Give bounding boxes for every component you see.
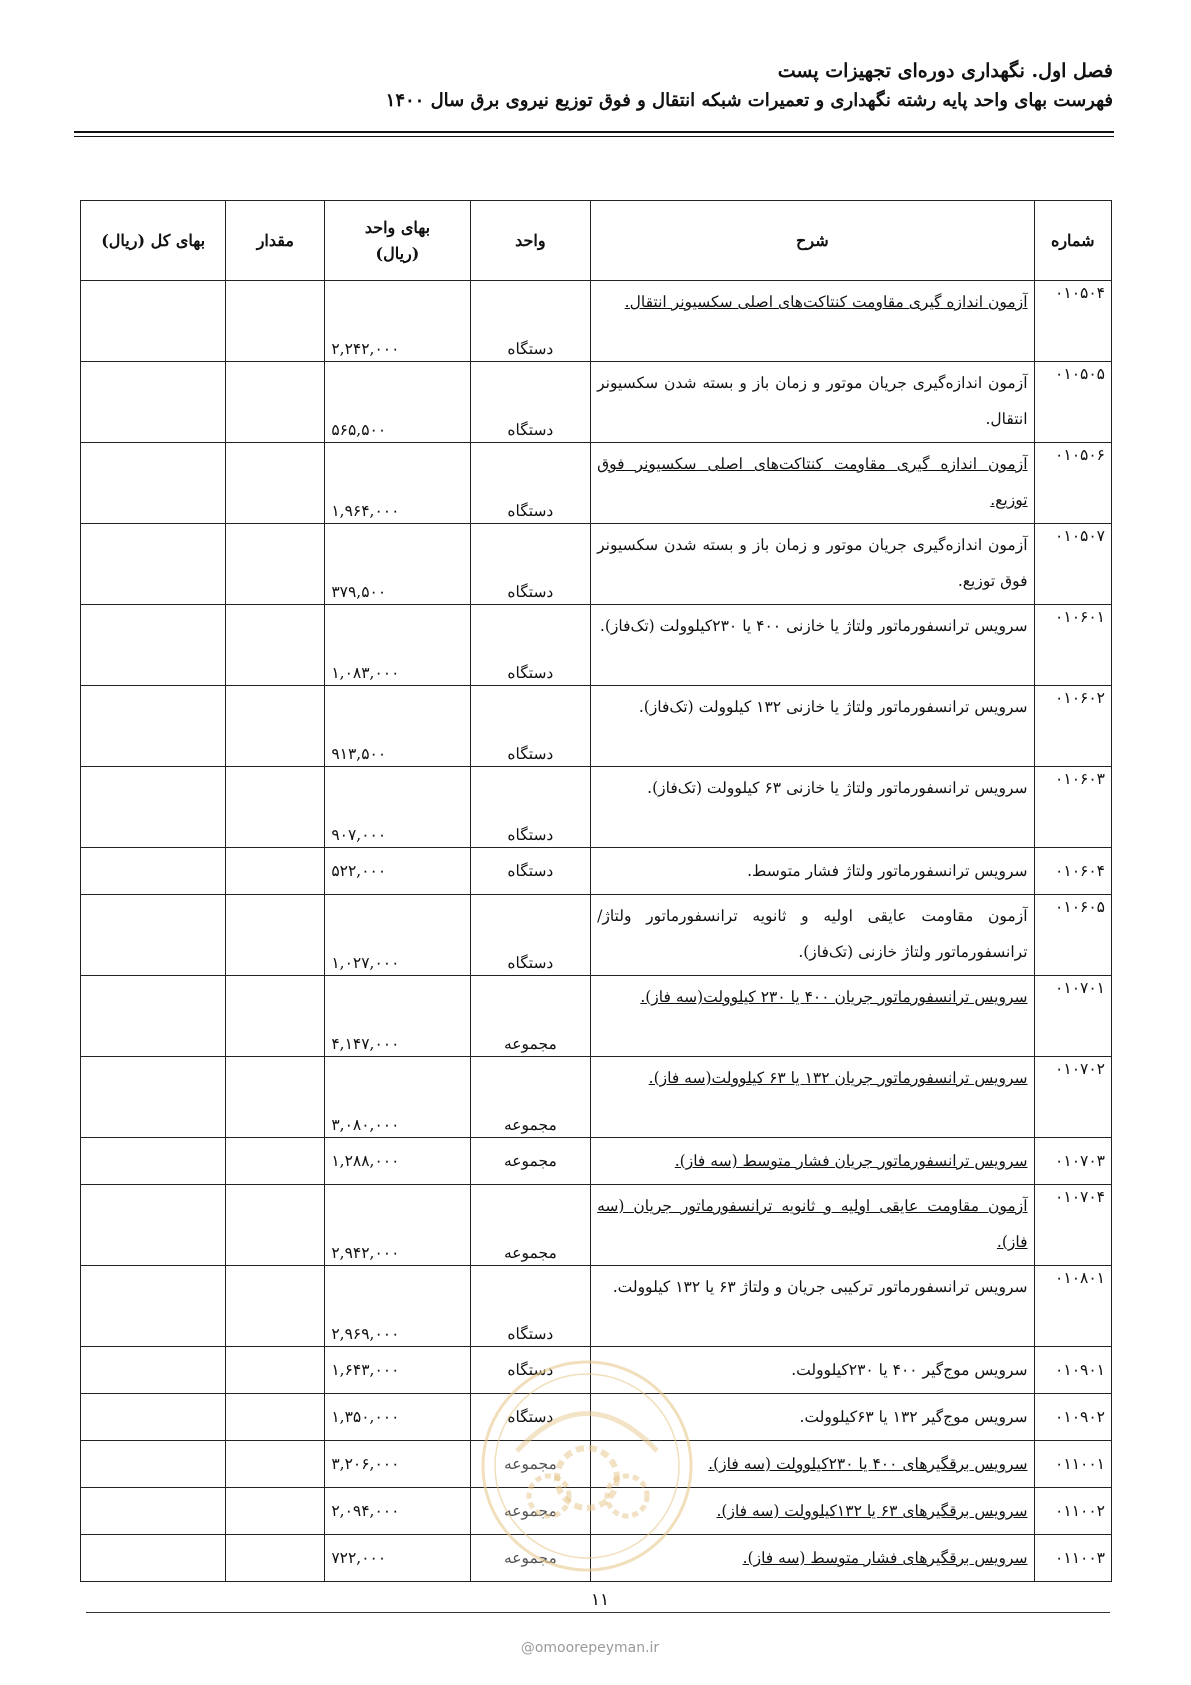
item-total[interactable] (81, 895, 226, 976)
item-code: ۰۱۰۹۰۲ (1034, 1394, 1111, 1441)
item-quantity[interactable] (226, 1185, 325, 1266)
item-description: سرویس موج‌گیر ۴۰۰ یا ۲۳۰کیلوولت. (591, 1347, 1034, 1394)
item-quantity[interactable] (226, 1057, 325, 1138)
item-unit-price: ۳,۲۰۶,۰۰۰ (325, 1441, 470, 1488)
item-code: ۰۱۰۵۰۶ (1034, 443, 1111, 524)
header-code: شماره (1034, 201, 1111, 281)
item-code: ۰۱۰۶۰۵ (1034, 895, 1111, 976)
table-row (81, 686, 1112, 767)
item-code: ۰۱۰۶۰۱ (1034, 605, 1111, 686)
item-description: آزمون اندازه‌گیری جریان موتور و زمان باز و بسته شدن سکسیونر فوق توزیع. (591, 524, 1034, 605)
watermark-text: @omoorepeyman.ir (520, 1640, 660, 1656)
item-total[interactable] (81, 976, 226, 1057)
item-quantity[interactable] (226, 524, 325, 605)
item-total[interactable] (81, 1488, 226, 1535)
item-quantity[interactable] (226, 1535, 325, 1582)
item-unit: دستگاه (470, 767, 591, 848)
table-row (81, 767, 1112, 848)
item-unit: دستگاه (470, 524, 591, 605)
item-quantity[interactable] (226, 976, 325, 1057)
item-description: سرویس برقگیرهای فشار متوسط (سه فاز). (591, 1535, 1034, 1582)
item-quantity[interactable] (226, 1138, 325, 1185)
item-unit: دستگاه (470, 281, 591, 362)
item-total[interactable] (81, 1347, 226, 1394)
item-quantity[interactable] (226, 1347, 325, 1394)
item-unit-price: ۳,۰۸۰,۰۰۰ (325, 1057, 470, 1138)
item-unit: مجموعه (470, 1138, 591, 1185)
item-unit: دستگاه (470, 848, 591, 895)
seal-watermark-icon (477, 1356, 697, 1576)
header-rule-thin (74, 136, 1114, 137)
item-unit-price: ۱,۰۸۳,۰۰۰ (325, 605, 470, 686)
item-total[interactable] (81, 281, 226, 362)
item-code: ۰۱۰۹۰۱ (1034, 1347, 1111, 1394)
item-quantity[interactable] (226, 1394, 325, 1441)
page-number: ۱۱ (590, 1590, 610, 1610)
item-total[interactable] (81, 686, 226, 767)
item-unit-price: ۱,۰۲۷,۰۰۰ (325, 895, 470, 976)
item-total[interactable] (81, 1057, 226, 1138)
item-unit-price: ۲,۹۴۲,۰۰۰ (325, 1185, 470, 1266)
item-code: ۰۱۰۵۰۵ (1034, 362, 1111, 443)
item-unit-price: ۲,۲۴۲,۰۰۰ (325, 281, 470, 362)
header-quantity: مقدار (226, 201, 325, 281)
item-unit-price: ۴,۱۴۷,۰۰۰ (325, 976, 470, 1057)
item-quantity[interactable] (226, 895, 325, 976)
item-code: ۰۱۰۷۰۱ (1034, 976, 1111, 1057)
item-unit: مجموعه (470, 1441, 591, 1488)
item-description: سرویس ترانسفورماتور جریان فشار متوسط (سه فاز). (591, 1138, 1034, 1185)
item-total[interactable] (81, 1138, 226, 1185)
header-description: شرح (591, 201, 1034, 281)
item-unit: مجموعه (470, 1057, 591, 1138)
item-quantity[interactable] (226, 767, 325, 848)
item-unit-price: ۵۶۵,۵۰۰ (325, 362, 470, 443)
table-row (81, 362, 1112, 443)
item-unit: مجموعه (470, 976, 591, 1057)
item-description: آزمون مقاومت عایقی اولیه و ثانویه ترانسفورماتور ولتاژ/ترانسفورماتور ولتاژ خازنی (تک‌فاز). (591, 895, 1034, 976)
table-row (81, 895, 1112, 976)
item-code: ۰۱۰۶۰۳ (1034, 767, 1111, 848)
chapter-title: فصل اول. نگهداری دوره‌ای تجهیزات پست (777, 60, 1113, 82)
item-unit-price: ۱,۲۸۸,۰۰۰ (325, 1138, 470, 1185)
item-description: سرویس ترانسفورماتور ولتاژ یا خازنی ۱۳۲ کیلوولت (تک‌فاز). (591, 686, 1034, 767)
item-description: آزمون اندازه گیری مقاومت کنتاکت‌های اصلی سکسیونر انتقال. (591, 281, 1034, 362)
item-quantity[interactable] (226, 848, 325, 895)
item-unit: مجموعه (470, 1488, 591, 1535)
header-total-price: بهای کل (ریال) (81, 201, 226, 281)
header-unit-price (325, 201, 470, 281)
document-title: فهرست بهای واحد پایه رشته نگهداری و تعمیرات شبکه انتقال و فوق توزیع نیروی برق سال ۱۴۰۰ (385, 90, 1113, 111)
table-row (81, 443, 1112, 524)
item-unit-price: ۹۱۳,۵۰۰ (325, 686, 470, 767)
item-quantity[interactable] (226, 686, 325, 767)
item-unit-price: ۹۰۷,۰۰۰ (325, 767, 470, 848)
table-row (81, 976, 1112, 1057)
item-total[interactable] (81, 1266, 226, 1347)
item-quantity[interactable] (226, 281, 325, 362)
item-unit-price: ۲,۰۹۴,۰۰۰ (325, 1488, 470, 1535)
header-rule-thick (74, 131, 1114, 133)
table-row (81, 1057, 1112, 1138)
table-header-row (81, 201, 1112, 281)
item-total[interactable] (81, 362, 226, 443)
item-code: ۰۱۰۷۰۲ (1034, 1057, 1111, 1138)
item-code: ۰۱۰۵۰۴ (1034, 281, 1111, 362)
item-unit: دستگاه (470, 895, 591, 976)
item-unit-price: ۱,۹۶۴,۰۰۰ (325, 443, 470, 524)
item-description: آزمون اندازه گیری مقاومت کنتاکت‌های اصلی سکسیونر فوق توزیع. (591, 443, 1034, 524)
header-unit-price-label: بهای واحد (364, 217, 431, 237)
item-unit: دستگاه (470, 1347, 591, 1394)
item-quantity[interactable] (226, 443, 325, 524)
item-total[interactable] (81, 524, 226, 605)
item-unit: مجموعه (470, 1185, 591, 1266)
item-description: سرویس برقگیرهای ۶۳ یا ۱۳۲کیلوولت (سه فاز). (591, 1488, 1034, 1535)
item-quantity[interactable] (226, 362, 325, 443)
table-row (81, 281, 1112, 362)
item-unit-price: ۱,۶۴۳,۰۰۰ (325, 1347, 470, 1394)
item-unit: دستگاه (470, 362, 591, 443)
item-total[interactable] (81, 767, 226, 848)
item-unit-price: ۵۲۲,۰۰۰ (325, 848, 470, 895)
table-row (81, 605, 1112, 686)
item-quantity[interactable] (226, 1441, 325, 1488)
item-unit: دستگاه (470, 605, 591, 686)
item-code: ۰۱۰۵۰۷ (1034, 524, 1111, 605)
item-total[interactable] (81, 1535, 226, 1582)
table-row (81, 1185, 1112, 1266)
item-quantity[interactable] (226, 605, 325, 686)
item-total[interactable] (81, 1185, 226, 1266)
item-code: ۰۱۰۷۰۴ (1034, 1185, 1111, 1266)
item-code: ۰۱۱۰۰۱ (1034, 1441, 1111, 1488)
item-description: سرویس ترانسفورماتور ولتاژ یا خازنی ۴۰۰ یا ۲۳۰کیلوولت (تک‌فاز). (591, 605, 1034, 686)
item-description: سرویس ترانسفورماتور ولتاژ یا خازنی ۶۳ کیلوولت (تک‌فاز). (591, 767, 1034, 848)
item-unit: دستگاه (470, 1266, 591, 1347)
table-row (81, 524, 1112, 605)
item-quantity[interactable] (226, 1266, 325, 1347)
item-unit: دستگاه (470, 443, 591, 524)
item-description: سرویس ترانسفورماتور جریان ۱۳۲ یا ۶۳ کیلوولت(سه فاز). (591, 1057, 1034, 1138)
footer-rule (86, 1612, 1110, 1613)
item-unit: دستگاه (470, 686, 591, 767)
item-unit-price: ۷۲۲,۰۰۰ (325, 1535, 470, 1582)
item-description: سرویس برقگیرهای ۴۰۰ یا ۲۳۰کیلوولت (سه فاز). (591, 1441, 1034, 1488)
item-description: سرویس ترانسفورماتور جریان ۴۰۰ یا ۲۳۰ کیلوولت(سه فاز). (591, 976, 1034, 1057)
item-description: سرویس موج‌گیر ۱۳۲ یا ۶۳کیلوولت. (591, 1394, 1034, 1441)
item-code: ۰۱۰۶۰۴ (1034, 848, 1111, 895)
item-description: سرویس ترانسفورماتور ولتاژ فشار متوسط. (591, 848, 1034, 895)
item-unit: دستگاه (470, 1394, 591, 1441)
item-description: آزمون مقاومت عایقی اولیه و ثانویه ترانسفورماتور جریان (سه فاز). (591, 1185, 1034, 1266)
header-unit-price-currency: (ریال) (375, 243, 420, 263)
item-code: ۰۱۰۷۰۳ (1034, 1138, 1111, 1185)
item-unit-price: ۳۷۹,۵۰۰ (325, 524, 470, 605)
item-total[interactable] (81, 1394, 226, 1441)
table-row (81, 848, 1112, 895)
item-total[interactable] (81, 848, 226, 895)
item-code: ۰۱۰۶۰۲ (1034, 686, 1111, 767)
header-unit: واحد (470, 201, 591, 281)
item-code: ۰۱۱۰۰۲ (1034, 1488, 1111, 1535)
item-description: سرویس ترانسفورماتور ترکیبی جریان و ولتاژ ۶۳ یا ۱۳۲ کیلوولت. (591, 1266, 1034, 1347)
item-code: ۰۱۰۸۰۱ (1034, 1266, 1111, 1347)
item-unit: مجموعه (470, 1535, 591, 1582)
page-header (73, 56, 1113, 116)
item-quantity[interactable] (226, 1488, 325, 1535)
item-code: ۰۱۱۰۰۳ (1034, 1535, 1111, 1582)
item-total[interactable] (81, 1441, 226, 1488)
item-total[interactable] (81, 443, 226, 524)
table-row (81, 1138, 1112, 1185)
item-unit-price: ۲,۹۶۹,۰۰۰ (325, 1266, 470, 1347)
item-total[interactable] (81, 605, 226, 686)
item-unit-price: ۱,۳۵۰,۰۰۰ (325, 1394, 470, 1441)
item-description: آزمون اندازه‌گیری جریان موتور و زمان باز و بسته شدن سکسیونر انتقال. (591, 362, 1034, 443)
table-row (81, 1266, 1112, 1347)
